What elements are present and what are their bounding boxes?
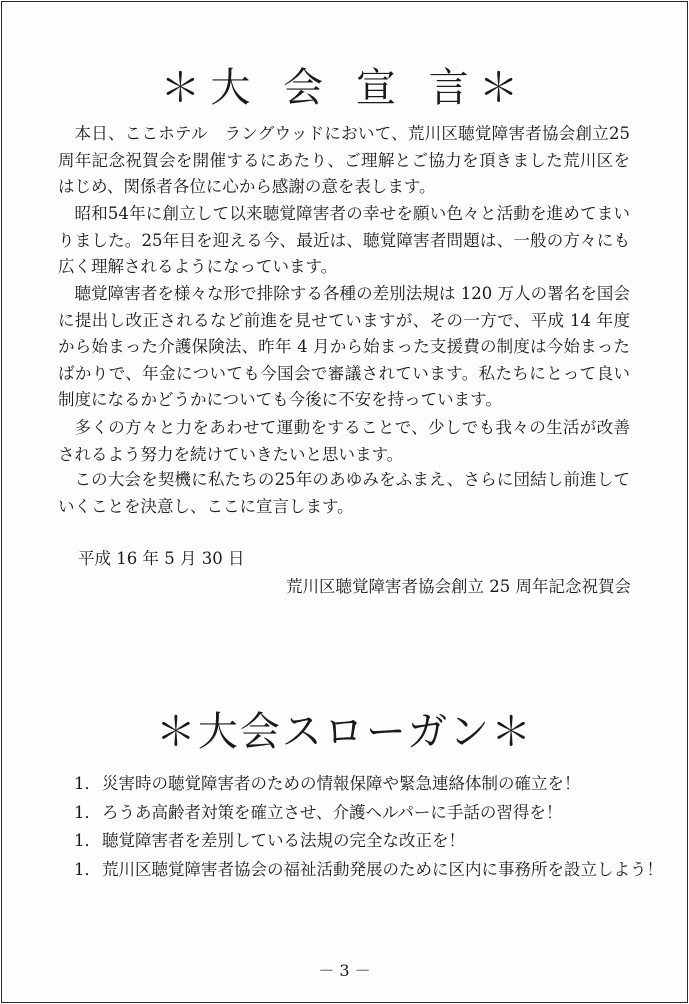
- slogan-item: [74, 827, 654, 856]
- page-number: － 3 －: [318, 961, 371, 980]
- declaration-title: ＊大 会 宣 言＊: [160, 65, 529, 111]
- slogan-item: [74, 856, 663, 885]
- slogan-number: 1．: [74, 802, 101, 822]
- declaration-paragraph: 本日、ここホテル ラングウッドにおいて、荒川区聴覚障害者協会創立25周年記念祝賀会を開催するにあたり、ご理解とご協力を頂きました荒川区をはじめ、関係者各位に心から感謝の意を表します。: [58, 124, 630, 197]
- slogan-list: [74, 770, 663, 884]
- declaration-organization: 荒川区聴覚障害者協会創立 25 周年記念祝賀会: [286, 577, 631, 596]
- slogan-text: 聴覚障害者を差別している法規の完全な改正を！: [102, 831, 465, 850]
- slogan-text: 荒川区聴覚障害者協会の福祉活動発展のために区内に事務所を設立しよう！: [102, 859, 663, 879]
- slogan-text: ろうあ高齢者対策を確立させ、介護ヘルパーに手話の習得を！: [102, 802, 563, 822]
- slogan-number: 1．: [74, 831, 101, 850]
- slogan-number: 1．: [74, 859, 101, 879]
- declaration-paragraph: 多くの方々と力をあわせて運動をすることで、少しでも我々の生活が改善されるよう努力を続けていきたいと思います。: [58, 418, 630, 464]
- declaration-paragraph: 聴覚障害者を様々な形で排除する各種の差別法規は 120 万人の署名を国会に提出し改正されるなど前進を見せていますが、その一方で、平成 14 年度から始まった介護保険法、昨年 4 月から始まった支援費の制度は今始まったばかりで、年金についても今国会で審議されています。私たちにとって良い制度になるかどうかについても今後に不安を持っています。: [58, 284, 630, 410]
- slogan-number: 1．: [74, 774, 101, 793]
- declaration-date: 平成 16 年 5 月 30 日: [78, 549, 245, 568]
- declaration-paragraph: 昭和54年に創立して以来聴覚障害者の幸せを願い色々と活動を進めてまいりました。25年目を迎える今、最近は、聴覚障害者問題は、一般の方々にも広く理解されるようになっています。: [58, 204, 630, 277]
- slogan-text: 災害時の聴覚障害者のための情報保障や緊急連絡体制の確立を！: [102, 774, 581, 793]
- slogan-item: [74, 770, 654, 799]
- declaration-paragraph: この大会を契機に私たちの25年のあゆみをふまえ、さらに団結し前進していくことを決意し、ここに宣言します。: [58, 470, 630, 516]
- slogan-item: [74, 799, 654, 828]
- slogans-title: ＊大会スローガン＊: [155, 709, 534, 755]
